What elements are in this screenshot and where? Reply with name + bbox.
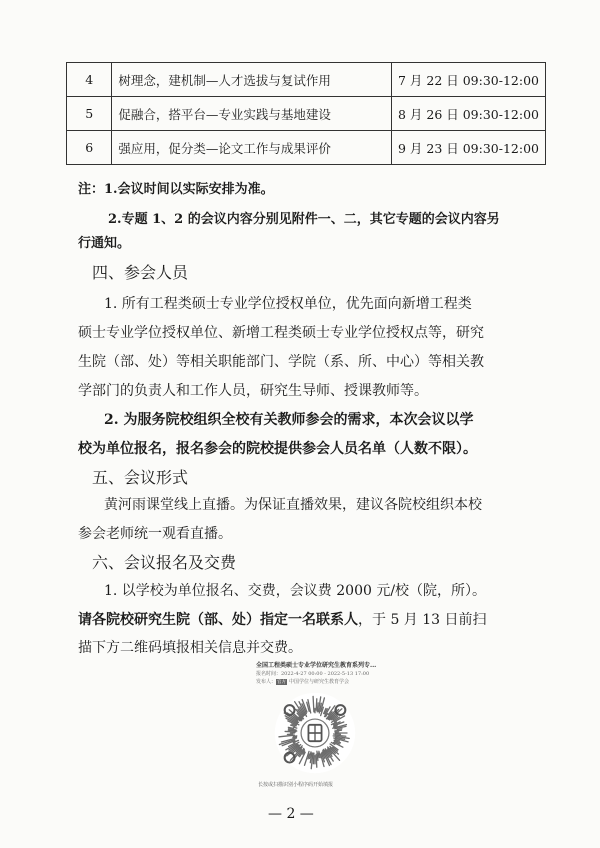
section4-p2-line: 校为单位报名，报名参会的院校提供参会人员名单（人数不限）。 <box>78 441 477 457</box>
section6-line3: 描下方二维码填报相关信息并交费。 <box>78 640 302 656</box>
section6-line1: 1. 以学校为单位报名、交费，会议费 2000 元/校（院，所）。 <box>104 583 487 599</box>
row-topic: 树理念，建机制—人才选拔与复试作用 <box>112 63 392 97</box>
section4-p1-line: 硕士专业学位授权单位、新增工程类硕士专业学位授权点等，研究 <box>78 325 484 341</box>
section4-heading: 四、参会人员 <box>92 263 189 282</box>
table-row <box>67 131 546 165</box>
table-row <box>67 63 546 97</box>
section5-p1-line: 参会老师统一观看直播。 <box>78 526 232 542</box>
qr-title: 全国工程类硕士专业学位研究生教育系列专... <box>256 662 377 669</box>
section6-heading: 六、会议报名及交费 <box>92 553 237 572</box>
qr-period: 报名时间：2022-4-27 00:00 - 2022-5-13 17:00 <box>256 671 370 677</box>
row-time: 8 月 26 日 09:30-12:00 <box>391 97 545 131</box>
row-time: 9 月 23 日 09:30-12:00 <box>391 131 545 165</box>
page-number: — 2 — <box>268 806 314 822</box>
section4-p2-line: 2. 为服务院校组织全校有关教师参会的需求，本次会议以学 <box>104 412 474 428</box>
section4-p1-line: 1. 所有工程类硕士专业学位授权单位，优先面向新增工程类 <box>104 296 472 312</box>
contact-instruction: 请各院校研究生院（部、处）指定一名联系人 <box>78 612 358 628</box>
row-number: 4 <box>67 63 112 97</box>
row-number: 5 <box>67 97 112 131</box>
deadline-text: ，于 5 月 13 日前扫 <box>358 612 487 628</box>
table-row <box>67 97 546 131</box>
schedule-table <box>66 62 546 165</box>
mini-program-code-icon[interactable] <box>274 692 356 774</box>
row-number: 6 <box>67 131 112 165</box>
section4-p1-line: 学部门的负责人和工作人员，研究生导师、授课教师等。 <box>78 383 428 399</box>
note-2-line1: 2.专题 1、2 的会议内容分别见附件一、二，其它专题的会议内容另 <box>108 212 500 227</box>
qr-caption: 长按或扫描识别小程序码开始填报 <box>258 782 334 788</box>
section6-line2 <box>78 609 487 629</box>
qr-publisher-row <box>256 678 349 685</box>
row-topic: 强应用，促分类—论文工作与成果评价 <box>112 131 392 165</box>
section5-heading: 五、会议形式 <box>92 468 189 487</box>
section4-p1-line: 生院（部、处）等相关职能部门、学院（系、所、中心）等相关教 <box>78 354 484 370</box>
qr-publisher: 中国学位与研究生教育学会 <box>289 679 350 685</box>
official-badge: 官方 <box>277 680 287 685</box>
section5-p1-line: 黄河雨课堂线上直播。为保证直播效果，建议各院校组织本校 <box>104 497 482 513</box>
qr-publisher-label: 发布人： <box>256 679 277 685</box>
qr-poster <box>256 660 376 796</box>
note-2-line2: 行通知。 <box>78 236 131 251</box>
row-topic: 促融合，搭平台—专业实践与基地建设 <box>112 97 392 131</box>
note-1: 注：1.会议时间以实际安排为准。 <box>78 182 274 197</box>
row-time: 7 月 22 日 09:30-12:00 <box>391 63 545 97</box>
